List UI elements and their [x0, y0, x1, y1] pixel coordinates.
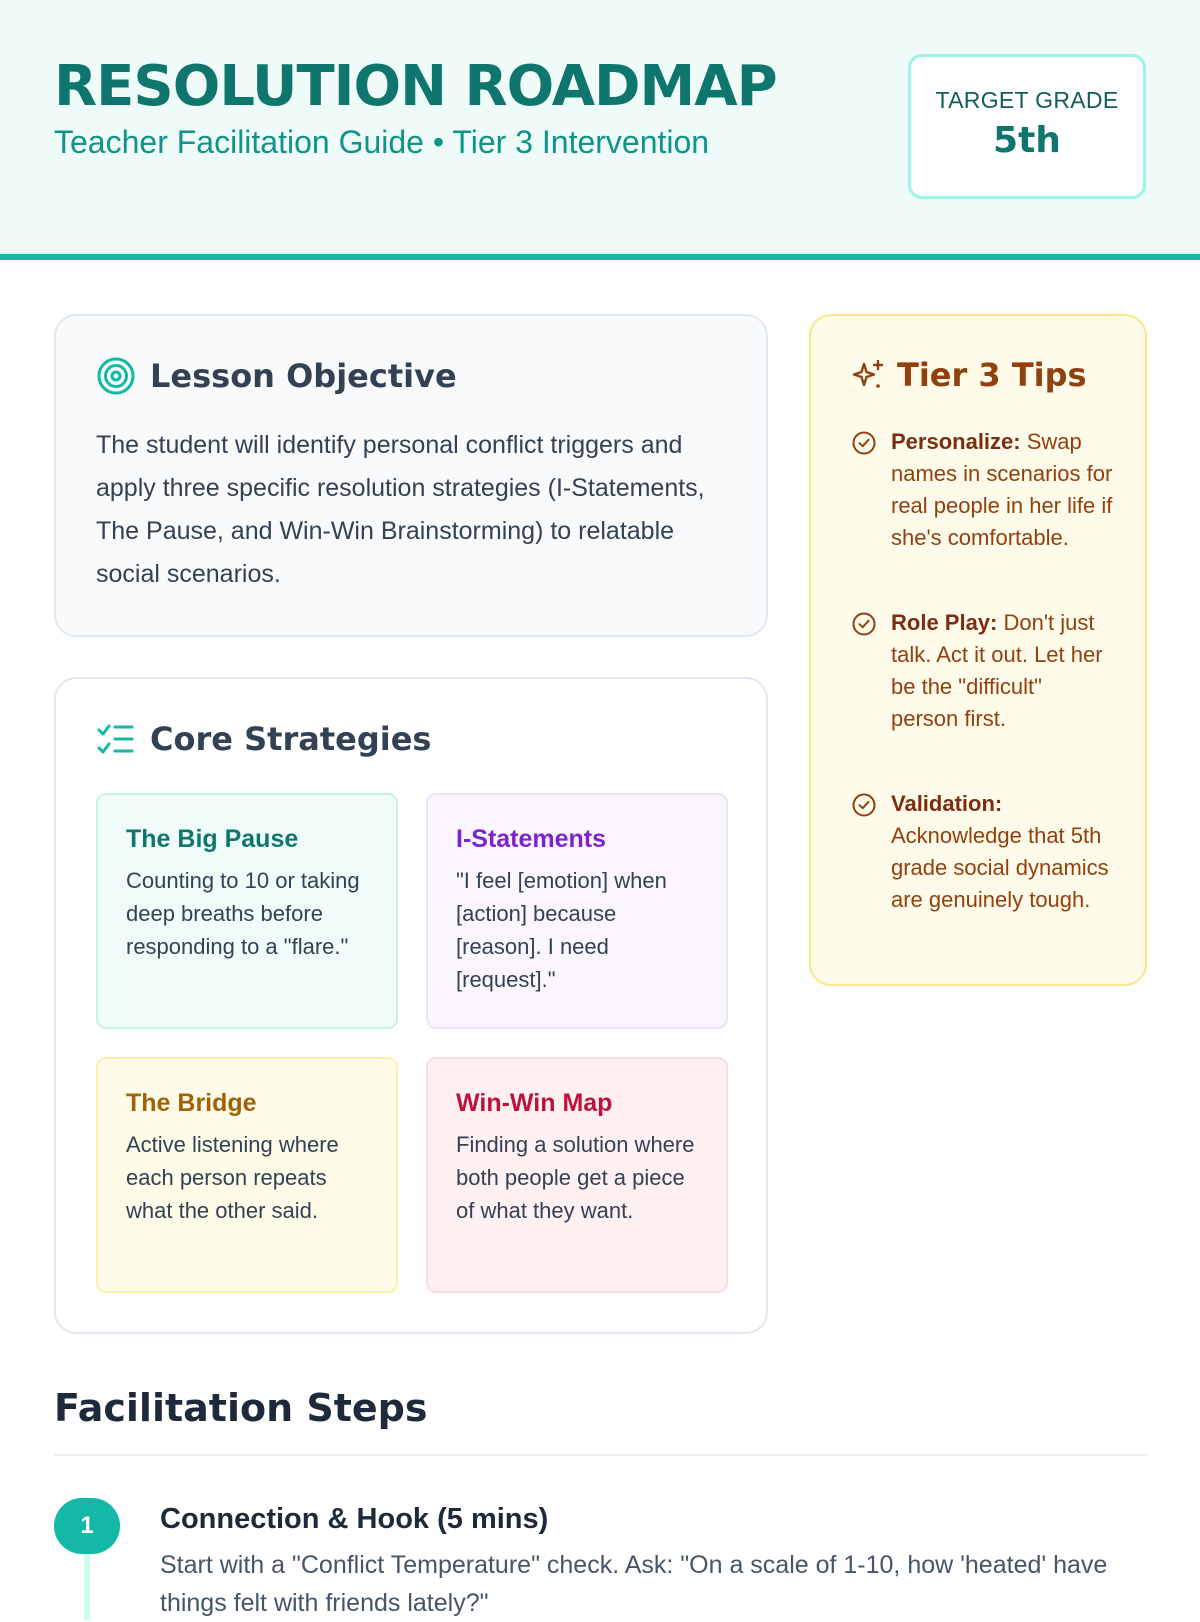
tip-body: Don't just talk. Act it out. Let her be the "difficult" person first.	[891, 610, 1103, 731]
target-icon	[96, 356, 136, 396]
step-description: Start with a "Conflict Temperature" check. Ask: "On a scale of 1-10, how 'heated' have things felt with friends lately?"	[160, 1551, 1108, 1617]
tier-3-tips-card	[809, 314, 1147, 986]
tip-item	[851, 788, 1113, 916]
strategy-title: The Big Pause	[126, 825, 299, 853]
strategy-description: Active listening where each person repeats what the other said.	[126, 1132, 339, 1223]
page-title: RESOLUTION ROADMAP	[54, 54, 777, 119]
strategy-title: The Bridge	[126, 1089, 257, 1117]
strategy-description: "I feel [emotion] when [action] because [reason]. I need [request]."	[456, 868, 667, 992]
tip-text	[891, 426, 1113, 554]
target-grade-badge	[908, 54, 1146, 199]
tip-label: Role Play:	[891, 610, 998, 635]
tip-text	[891, 788, 1113, 916]
tip-body: Swap names in scenarios for real people in her life if she's comfortable.	[891, 429, 1113, 550]
strategy-title: I-Statements	[456, 825, 607, 853]
step-title: Connection & Hook (5 mins)	[160, 1503, 549, 1535]
tip-item	[851, 426, 1113, 554]
lesson-objective-text: The student will identify personal conflict triggers and apply three specific resolution strategies (I-Statements, The Pause, and Win-Win Brainstorming) to relatable social scenarios.	[96, 431, 705, 588]
strategy-grid	[96, 793, 728, 1295]
check-circle-icon	[851, 792, 877, 818]
divider	[54, 1454, 1147, 1456]
page-subtitle: Teacher Facilitation Guide • Tier 3 Intervention	[54, 124, 710, 160]
tip-label: Validation:	[891, 791, 1003, 816]
check-circle-icon	[851, 611, 877, 637]
facilitation-steps-heading: Facilitation Steps	[54, 1386, 428, 1430]
strategy-description: Counting to 10 or taking deep breaths before responding to a "flare."	[126, 868, 360, 959]
target-grade-label: TARGET GRADE	[935, 87, 1119, 113]
check-circle-icon	[851, 430, 877, 456]
strategy-card-i-statements	[426, 793, 728, 1029]
tier-3-tips-title: Tier 3 Tips	[897, 356, 1087, 394]
page-header	[0, 0, 1200, 260]
tip-label: Personalize:	[891, 429, 1021, 454]
lesson-objective-card	[54, 314, 768, 637]
checklist-icon	[96, 719, 136, 759]
strategy-card-big-pause	[96, 793, 398, 1029]
tip-body: Acknowledge that 5th grade social dynamics are genuinely tough.	[891, 823, 1109, 912]
strategy-title: Win-Win Map	[456, 1089, 613, 1117]
tip-text	[891, 607, 1113, 735]
sparkles-icon	[851, 358, 885, 392]
core-strategies-title: Core Strategies	[150, 720, 432, 758]
tip-item	[851, 607, 1113, 735]
lesson-objective-title: Lesson Objective	[150, 357, 457, 395]
step-number-badge: 1	[54, 1498, 120, 1554]
core-strategies-card	[54, 677, 768, 1334]
tier-3-tips-header	[851, 356, 1087, 394]
strategy-description: Finding a solution where both people get a piece of what they want.	[456, 1132, 695, 1223]
strategy-card-bridge	[96, 1057, 398, 1293]
lesson-objective-header	[96, 356, 457, 396]
target-grade-value: 5th	[993, 120, 1061, 161]
strategy-card-win-win-map	[426, 1057, 728, 1293]
core-strategies-header	[96, 719, 431, 759]
